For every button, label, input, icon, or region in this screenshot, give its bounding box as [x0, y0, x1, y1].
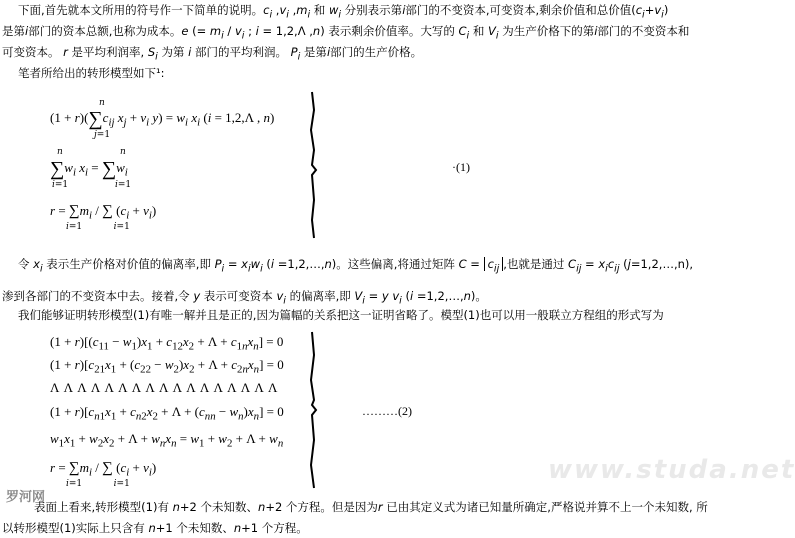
- model1-eq2-limits-2: i=1: [52, 180, 69, 190]
- model2-tag: ………(2): [362, 404, 412, 418]
- model1-sum-limits-bottom: j=1: [94, 130, 111, 140]
- model1-tag: ·(1): [452, 160, 470, 174]
- model1-eq2-limits-4: i=1: [115, 180, 132, 190]
- paragraph-model-intro: 笔者所给出的转形模型如下¹:: [18, 66, 165, 80]
- model1-equation-3: $r = \sum m_i$ / ∑ $(c_i + v_i)$: [50, 203, 157, 222]
- model2-equation-2: $(1 + r)[c_{21}x_1 + (c_{22} - w_2)x_2 + \Lambda + c_{2n}x_n] = 0$: [50, 357, 284, 376]
- paragraph-notation-line-2: 是第i部门的资本总额,也称为成本。e (= $m_i / v_i$ ; i = 1,2,Λ ,n) 表示剩余价值率。大写的 $C_i$ 和 $V_i$ 为生产价格下的第i部门的不变资本和: [2, 24, 690, 42]
- model1-eq3-limits: i=1 i=1: [66, 222, 130, 232]
- paragraph-unknowns-line-1: 表面上看来,转形模型(1)有 n+2 个未知数、n+2 个方程。但是因为r 已由其定义式为诸已知量所确定,严格说并算不上一个未知数, 所: [34, 500, 708, 514]
- model2-equation-3: Λ Λ Λ Λ Λ Λ Λ Λ Λ Λ Λ Λ Λ Λ Λ Λ Λ: [50, 380, 279, 395]
- paragraph-proof-note: 我们能够证明转形模型(1)有唯一解并且是正的,因为篇幅的关系把这一证明省略了。模型(1)也可以用一般联立方程组的形式写为: [18, 308, 664, 322]
- paragraph-deviation-line-1: 令 $x_i$ 表示生产价格对价值的偏离率,即 $P_i = x_iw_i$ (i =1,2,…,n)。这些偏离,将通过矩阵 $C = c_{ij}$ ,也就是通过 $C_{ij} = x_ic_{ij}$ (j=1,2,…,n),: [18, 257, 694, 275]
- model2-brace: [306, 330, 326, 490]
- model2-equation-5: $w_1x_1 + w_2x_2 + \Lambda + w_nx_n = w_1 + w_2 + \Lambda + w_n$: [50, 431, 284, 450]
- model2-equation-6: $r = \sum m_i$ / ∑ $(c_i + v_i)$: [50, 460, 157, 479]
- watermark-url: www.studa.net: [548, 455, 795, 485]
- model2-equation-4: $(1 + r)[c_{n1}x_1 + c_{n2}x_2 + \Lambda + (c_{nn} - w_n)x_n] = 0$: [50, 404, 284, 423]
- model2-equation-1: $(1 + r)[(c_{11} - w_1)x_1 + c_{12}x_2 + \Lambda + c_{1n}x_n] = 0$: [50, 334, 284, 353]
- paragraph-deviation-line-2: 渗到各部门的不变资本中去。接着,令 y 表示可变资本 $v_i$ 的偏离率,即 $V_i = y$ $v_i$ (i =1,2,…,n)。: [2, 289, 487, 307]
- paragraph-unknowns-line-2: 以转形模型(1)实际上只含有 n+1 个未知数、n+1 个方程。: [2, 521, 308, 535]
- model1-eq2-limits-3: n: [120, 147, 126, 157]
- model1-eq2-limits-1: n: [57, 147, 63, 157]
- model2-eq6-limits: i=1 i=1: [66, 479, 130, 489]
- model1-brace: [306, 90, 326, 240]
- paragraph-notation-line-3: 可变资本。 r 是平均利润率, $S_i$ 为第 i 部门的平均利润。 $P_i$ 是第i部门的生产价格。: [2, 45, 423, 63]
- model1-sum-limits-top: n: [99, 98, 105, 108]
- paragraph-notation-line-1: 下面,首先就本文所用的符号作一下简单的说明。$c_i$ $,v_i$ $,m_i$ 和 $w_i$ 分别表示第i部门的不变资本,可变资本,剩余价值和总价值$(c_i+v_i)$: [18, 3, 669, 21]
- model1-equation-1: $(1 + r)(\sum c_{ij}$ $x_j + v_i$ $y) = w_i$ $x_i$ (i = 1,2,Λ , n): [50, 108, 275, 130]
- model1-equation-2: $\sum w_i$ $x_i = \sum w_i$: [50, 158, 128, 180]
- watermark-corner-label: 罗河网: [6, 490, 46, 505]
